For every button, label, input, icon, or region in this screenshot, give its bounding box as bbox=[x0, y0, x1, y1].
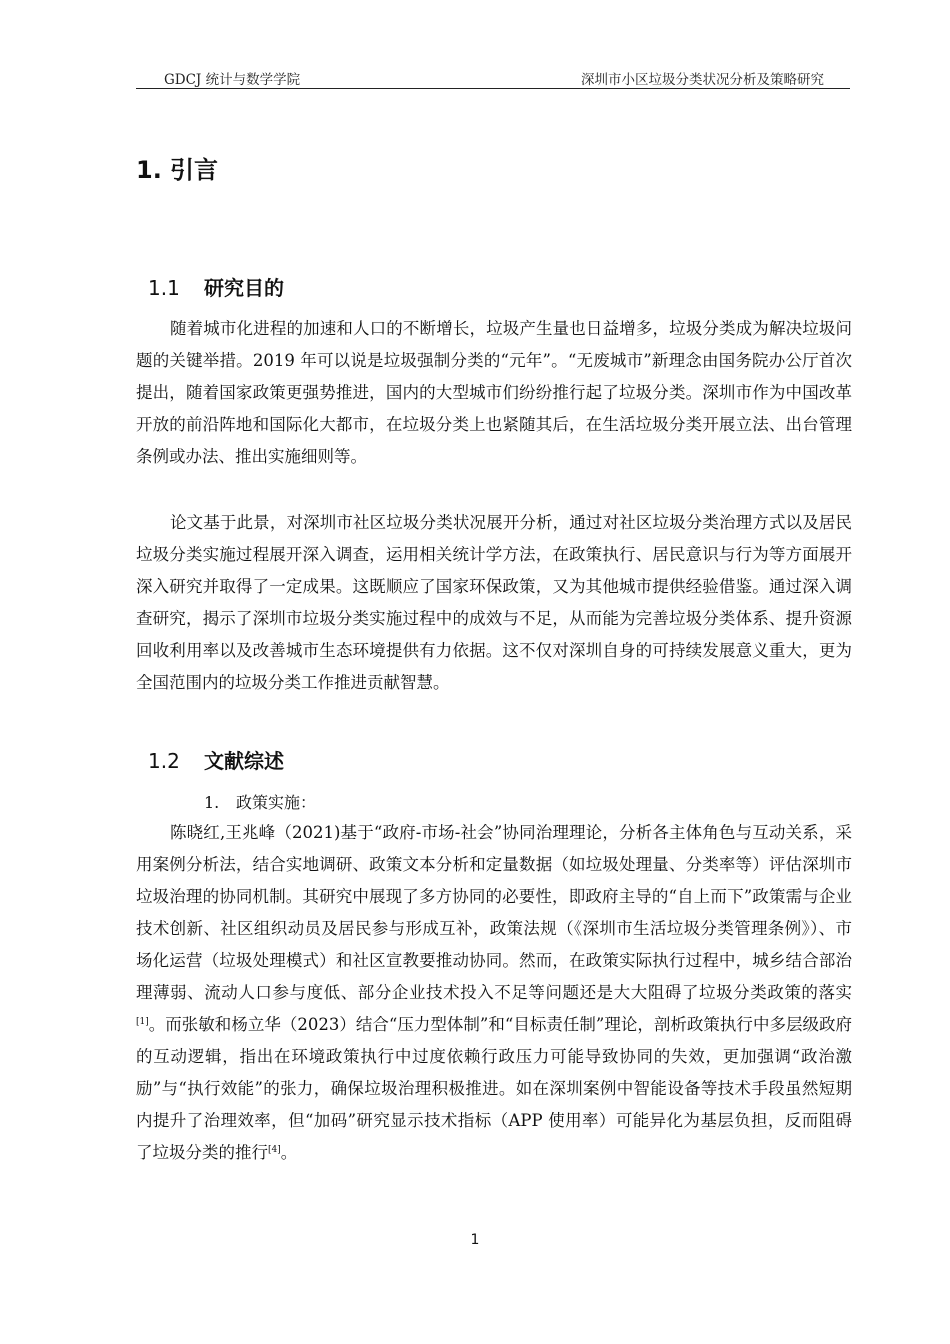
chapter-title: 引言 bbox=[170, 156, 218, 184]
header-right-text: 深圳市小区垃圾分类状况分析及策略研究 bbox=[581, 72, 824, 88]
paragraph-2: 论文基于此景，对深圳市社区垃圾分类状况展开分析，通过对社区垃圾分类治理方式以及居民垃圾分类实施过程展开深入调查，运用相关统计学方法，在政策执行、居民意识与行为等方面展开深入研究并取得了一定成果。这既顺应了国家环保政策，又为其他城市提供经验借鉴。通过深入调查研究，揭示了深圳市垃圾分类实施过程中的成效与不足，从而能为完善垃圾分类体系、提升资源回收利用率以及改善城市生态环境提供有力依据。这不仅对深圳自身的可持续发展意义重大，更为全国范围内的垃圾分类工作推进贡献智慧。 bbox=[136, 513, 852, 692]
chapter-number: 1. bbox=[136, 156, 162, 184]
section-number: 1.1 bbox=[148, 276, 180, 300]
page-header bbox=[136, 64, 850, 89]
paragraph-3-text-b: 。而张敏和杨立华（2023）结合“压力型体制”和“目标责任制”理论，剖析政策执行中多层级政府的互动逻辑，指出在环境政策执行中过度依赖行政压力可能导致协同的失效，更加强调“政治激励”与“执行效能”的张力，确保垃圾治理积极推进。如在深圳案例中智能设备等技术手段虽然短期内提升了治理效率，但“加码”研究显示技术指标（APP 使用率）可能异化为基层负担，反而阻碍了垃圾分类的推行 bbox=[136, 1015, 852, 1162]
paragraph-3-text-c: 。 bbox=[280, 1143, 298, 1162]
paragraph-3-text-a: 陈晓红,王兆峰（2021)基于“政府-市场-社会”协同治理理论，分析各主体角色与互动关系，采用案例分析法，结合实地调研、政策文本分析和定量数据（如垃圾处理量、分类率等）评估深圳市垃圾治理的协同机制。其研究中展现了多方协同的必要性，即政府主导的“自上而下”政策需与企业技术创新、社区组织动员及居民参与形成互补，政策法规（《深圳市生活垃圾分类管理条例》）、市场化运营（垃圾处理模式）和社区宣教要推动协同。然而，在政策实际执行过程中，城乡结合部治理薄弱、流动人口参与度低、部分企业技术投入不足等问题还是大大阻碍了垃圾分类政策的落实 bbox=[136, 823, 852, 1002]
section-number: 1.2 bbox=[148, 749, 180, 773]
list-item-label: 政策实施： bbox=[236, 793, 317, 812]
list-item-policy bbox=[204, 790, 316, 813]
list-item-number: 1. bbox=[204, 793, 220, 812]
header-left-text: GDCJ 统计与数学学院 bbox=[164, 72, 301, 88]
citation-ref-4[interactable]: [4] bbox=[268, 1145, 281, 1155]
chapter-heading bbox=[136, 150, 218, 185]
section-title: 研究目的 bbox=[204, 276, 284, 300]
paragraph-3 bbox=[136, 817, 852, 1169]
citation-ref-1[interactable]: [1] bbox=[136, 1017, 149, 1027]
section-title: 文献综述 bbox=[204, 749, 284, 773]
section-heading-1-2 bbox=[148, 745, 284, 774]
section-heading-1-1 bbox=[148, 272, 284, 301]
paragraph-1: 随着城市化进程的加速和人口的不断增长，垃圾产生量也日益增多，垃圾分类成为解决垃圾问题的关键举措。2019 年可以说是垃圾强制分类的“元年”。“无废城市”新理念由国务院办公厅首次提出，随着国家政策更强势推进，国内的大型城市们纷纷推行起了垃圾分类。深圳市作为中国改革开放的前沿阵地和国际化大都市，在垃圾分类上也紧随其后，在生活垃圾分类开展立法、出台管理条例或办法、推出实施细则等。 bbox=[136, 319, 852, 466]
page-number: 1 bbox=[470, 1232, 480, 1248]
